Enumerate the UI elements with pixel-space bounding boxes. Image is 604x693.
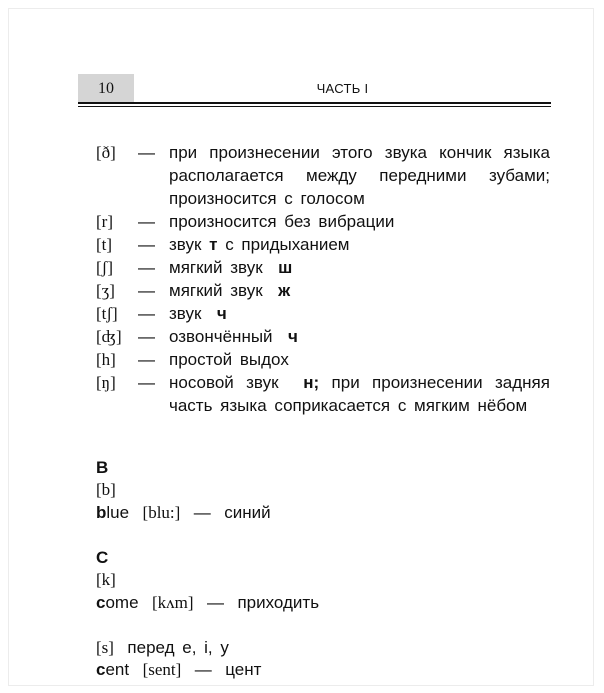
dash: — [138,212,155,231]
translation: цент [225,660,262,679]
transcription: [sent] [142,660,182,679]
dash: — [138,304,155,323]
header-rule-thin [78,106,551,107]
phonetic-symbol: [ʃ] [96,258,113,277]
page-number: 10 [78,74,134,102]
dash: — [138,281,155,300]
description-text: звук [169,304,202,323]
sound-entry-ezh [96,279,556,302]
word-rest: ome [105,593,139,612]
phonetic-symbol: [ʤ] [96,327,122,346]
letter-sound-c-k: [k] [96,570,116,589]
dash: — [138,258,155,277]
highlighted-letter: c [96,593,106,612]
transcription: [kʌm] [152,593,194,612]
letter-heading-c: C [96,548,109,567]
letter-sound-b: [b] [96,480,116,499]
sound-description [169,279,550,302]
dash: — [207,593,224,612]
description-text: озвончённый [169,327,273,346]
sound-entry-esh [96,256,556,279]
sound-description [169,325,550,348]
translation: приходить [237,593,320,612]
translation: синий [224,503,271,522]
description-text: при произнесении задняя часть языка соприкасается с мягким нёбом [169,373,550,415]
example-word-cent [96,659,261,681]
word-rest: lue [106,503,130,522]
phonetic-symbol: [r] [96,212,113,231]
dash: — [194,660,212,679]
phonetic-symbol: [s] [96,638,114,657]
russian-letter: ш [278,258,293,277]
sound-entry-t [96,233,556,256]
sound-entry-eth [96,141,556,210]
russian-letter: ч [216,304,227,323]
example-word-blue [96,502,271,524]
phonetic-symbol: [ð] [96,143,116,162]
phonetic-symbol: [tʃ] [96,304,118,323]
part-title: ЧАСТЬ I [316,81,369,96]
sound-entry-eng [96,371,556,417]
word-rest: ent [105,660,130,679]
description-text: с придыханием [225,235,350,254]
transcription: [blu:] [142,503,181,522]
sound-description: при произнесении этого звука кончик языка располагается между передними зубами; произносится с голосом [169,143,550,208]
description-text: звук [169,235,202,254]
phonetic-symbol: [h] [96,350,116,369]
sound-description: произносится без вибрации [169,212,395,231]
dash: — [193,503,211,522]
dash: — [138,350,155,369]
phonetic-symbol: [ŋ] [96,373,116,392]
sound-entry-dezh [96,325,556,348]
letter-sound-c-s [96,637,229,659]
description-text: мягкий звук [169,281,263,300]
russian-letter: ч [288,327,298,346]
highlighted-letter: c [96,660,106,679]
letter-heading-b: B [96,458,109,477]
dash: — [138,327,155,346]
russian-letter: ж [278,281,291,300]
highlighted-letter: b [96,503,107,522]
sound-entry-h [96,348,556,371]
russian-letter: т [209,235,218,254]
russian-letter: н; [303,373,320,392]
description-text: носовой звук [169,373,279,392]
header-rule-thick [78,102,551,104]
sound-description [169,302,550,325]
dash: — [138,143,155,162]
example-word-come [96,592,319,614]
sound-description [169,371,550,417]
dash: — [138,373,155,392]
sound-list [96,141,556,417]
sound-description: простой выдох [169,350,289,369]
sound-entry-r [96,210,556,233]
sound-description [169,233,550,256]
phonetic-symbol: [ʒ] [96,281,115,300]
phonetic-symbol: [t] [96,235,113,254]
sound-description [169,256,550,279]
dash: — [138,235,155,254]
description-text: мягкий звук [169,258,263,277]
usage-note: перед e, i, y [127,638,229,657]
page-header [78,74,551,102]
sound-entry-tesh [96,302,556,325]
